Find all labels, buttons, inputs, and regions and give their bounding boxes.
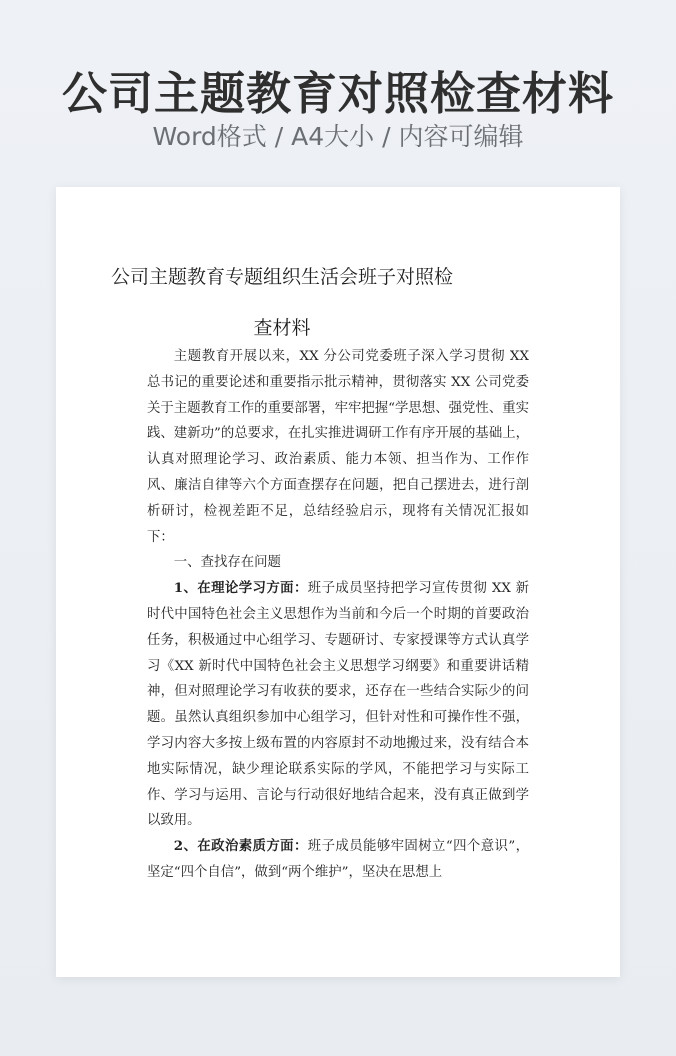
- document-title-line1: 公司主题教育专题组织生活会班子对照检: [110, 266, 453, 288]
- banner-title: 公司主题教育对照检查材料: [61, 67, 614, 120]
- document-body: [147, 344, 529, 886]
- item1-text: 班子成员坚持把学习宣传贯彻 XX 新时代中国特色社会主义思想作为当前和今后一个时期的首要政治任务，积极通过中心组学习、专题研讨、专家授课等方式认真学习《XX 新时代中国特色社会主义思想学习纲要》和重要讲话精神，但对照理论学习有收获的要求，还存在一些结合实际少的问题。虽然认真组织参加中心组学习，但针对性和可操作性不强，学习内容大多按上级布置的内容原封不动地搬过来，没有结合本地实际情况，缺少理论联系实际的学风，不能把学习与实际工作、学习与运用、言论与行动很好地结合起来，没有真正做到学以致用。: [147, 581, 529, 829]
- intro-paragraph: 主题教育开展以来，XX 分公司党委班子深入学习贯彻 XX 总书记的重要论述和重要指示批示精神，贯彻落实 XX 公司党委关于主题教育工作的重要部署，牢牢把握“学思想、强党性、重实践、建新功”的总要求，在扎实推进调研工作有序开展的基础上，认真对照理论学习、政治素质、能力本领、担当作为、工作作风、廉洁自律等六个方面查摆存在问题，把自己摆进去，进行剖析研讨，检视差距不足，总结经验启示，现将有关情况汇报如下：: [147, 349, 529, 545]
- item2-label: 2、在政治素质方面：: [173, 838, 308, 855]
- banner-subtitle: Word格式 / A4大小 / 内容可编辑: [152, 122, 524, 151]
- section-heading: 一、查找存在问题: [173, 555, 281, 571]
- document-title: [0, 262, 564, 343]
- item1-paragraph: [147, 576, 529, 834]
- item2-paragraph: [147, 834, 529, 886]
- item1-label: 1、在理论学习方面：: [173, 580, 308, 597]
- item2-text: 班子成员能够牢固树立“四个意识”，坚定“四个自信”，做到“两个维护”，坚决在思想上: [147, 839, 529, 880]
- document-title-line2: 查材料: [253, 317, 311, 339]
